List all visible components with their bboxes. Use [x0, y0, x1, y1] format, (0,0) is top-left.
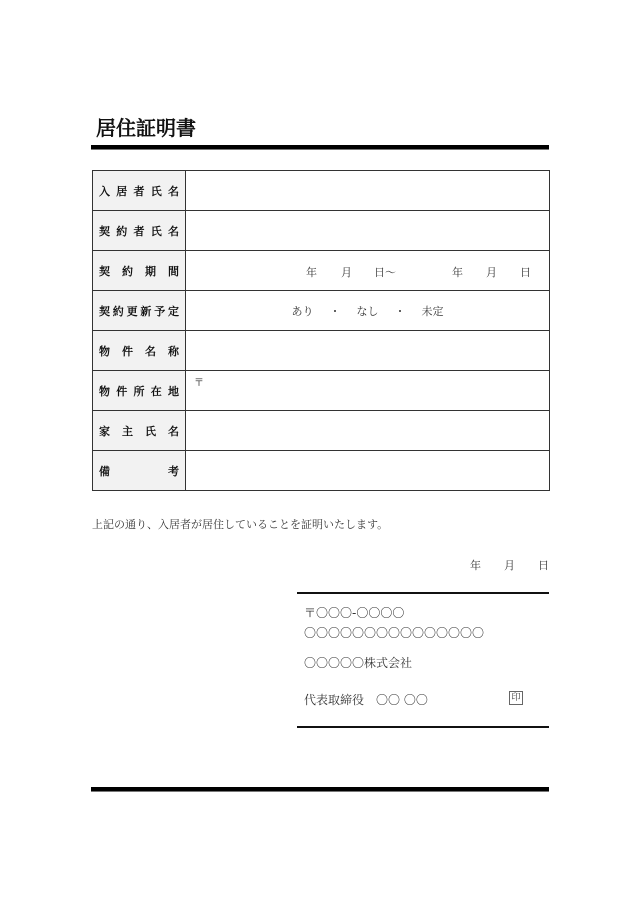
table-row — [93, 211, 550, 251]
option-yes[interactable]: あり — [291, 304, 314, 318]
table-row — [93, 251, 550, 291]
period-start-year: 年 — [306, 266, 317, 279]
issuer-company: 〇〇〇〇〇株式会社 — [304, 656, 413, 670]
certification-statement: 上記の通り、入居者が居住していることを証明いたします。 — [92, 518, 389, 531]
contract-period-field[interactable] — [186, 251, 550, 291]
period-end-day: 日 — [520, 266, 531, 279]
remarks-field[interactable] — [186, 451, 550, 491]
resident-name-field[interactable] — [186, 171, 550, 211]
table-row — [93, 171, 550, 211]
contractor-name-field[interactable] — [186, 211, 550, 251]
option-undecided[interactable]: 未定 — [421, 304, 444, 318]
table-row — [93, 451, 550, 491]
separator: ・ — [329, 304, 341, 318]
row-label: 物件所在地 — [99, 384, 179, 398]
renewal-options — [186, 291, 550, 331]
title-divider — [91, 145, 549, 150]
row-label: 物件名称 — [99, 344, 179, 358]
seal-icon: 印 — [509, 691, 523, 705]
period-end-month: 月 — [486, 266, 497, 279]
issue-year: 年 — [470, 559, 481, 572]
landlord-name-field[interactable] — [186, 411, 550, 451]
property-address-field[interactable] — [186, 371, 550, 411]
issue-month: 月 — [504, 559, 515, 572]
row-label: 契約更新予定 — [99, 304, 179, 318]
period-start-month: 月 — [341, 266, 352, 279]
issue-day: 日 — [538, 559, 549, 572]
table-row — [93, 291, 550, 331]
postal-mark: 〒 — [194, 378, 204, 389]
table-row — [93, 331, 550, 371]
table-row — [93, 411, 550, 451]
row-label: 備考 — [99, 464, 179, 478]
row-label: 入居者氏名 — [99, 184, 179, 198]
issuer-representative: 代表取締役 〇〇 〇〇 — [304, 693, 428, 707]
certificate-table — [92, 170, 550, 491]
issuer-postal: 〒〇〇〇-〇〇〇〇 — [304, 606, 405, 620]
option-no[interactable]: なし — [356, 304, 379, 318]
row-label: 契約者氏名 — [99, 224, 179, 238]
table-row — [93, 371, 550, 411]
separator: ・ — [394, 304, 406, 318]
row-label: 契約期間 — [99, 264, 179, 278]
period-end-year: 年 — [452, 266, 463, 279]
property-name-field[interactable] — [186, 331, 550, 371]
issuer-address: 〇〇〇〇〇〇〇〇〇〇〇〇〇〇〇 — [304, 626, 485, 640]
issuer-block — [297, 592, 549, 728]
bottom-divider — [91, 787, 549, 792]
period-start-day: 日〜 — [374, 266, 396, 279]
row-label: 家主氏名 — [99, 424, 179, 438]
page-title: 居住証明書 — [96, 116, 196, 140]
